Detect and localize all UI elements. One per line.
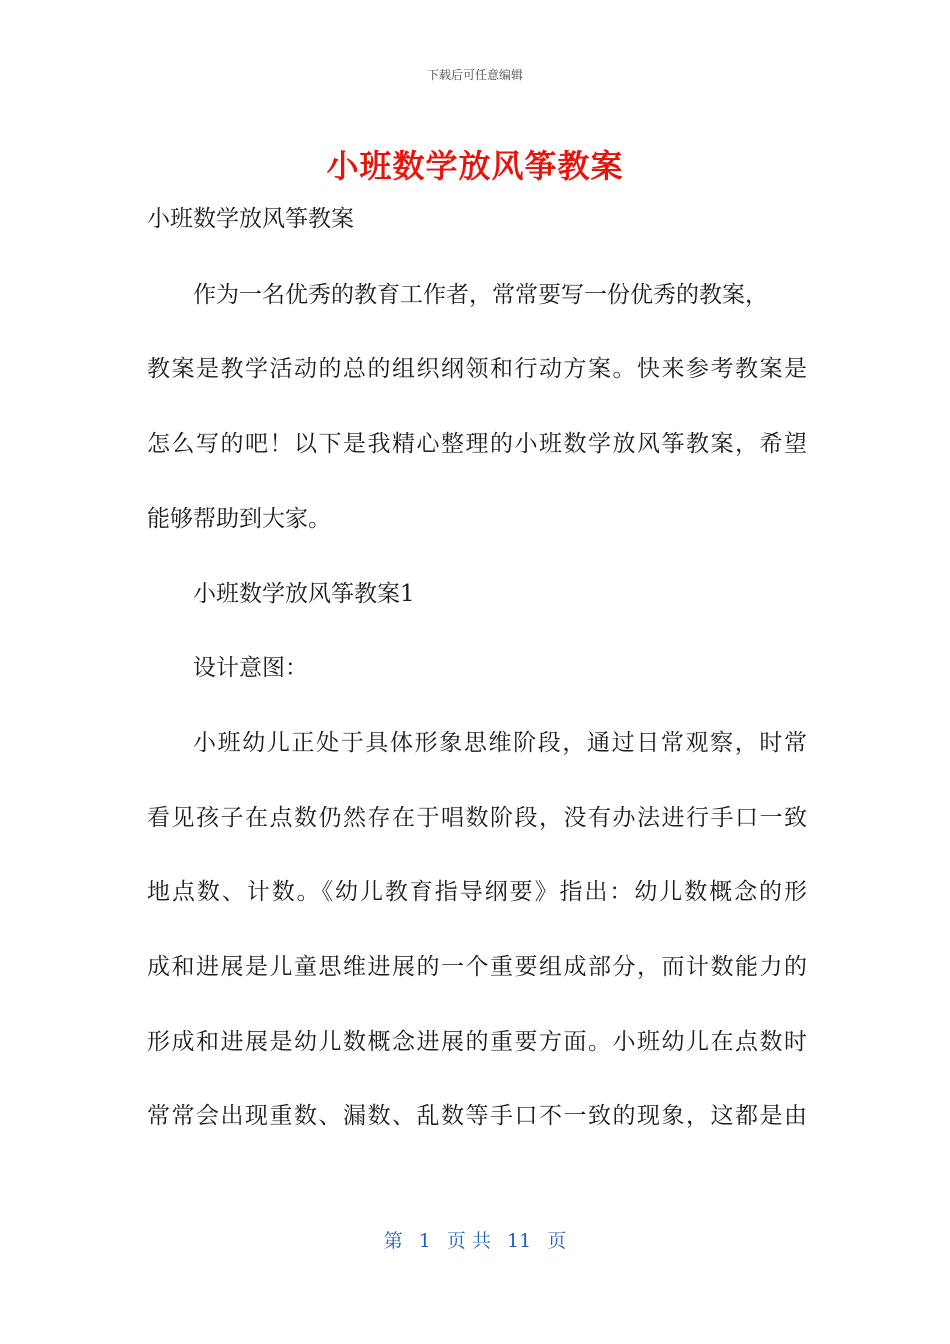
page-footer bbox=[0, 1226, 950, 1253]
paragraph-line: 作为一名优秀的教育工作者，常常要写一份优秀的教案， bbox=[193, 282, 768, 308]
paragraph-line: 看见孩子在点数仍然存在于唱数阶段，没有办法进行手口一致 bbox=[147, 805, 807, 831]
footer-page-number: 1 bbox=[418, 1230, 431, 1252]
paragraph-line: 地点数、计数。《幼儿教育指导纲要》指出：幼儿数概念的形 bbox=[147, 879, 807, 905]
document-title: 小班数学放风筝教案 bbox=[326, 147, 624, 185]
paragraph-line: 小班幼儿正处于具体形象思维阶段，通过日常观察，时常 bbox=[193, 730, 807, 756]
paragraph-line: 教案是教学活动的总的组织纲领和行动方案。快来参考教案是 bbox=[147, 356, 807, 382]
paragraph-line: 常常会出现重数、漏数、乱数等手口不一致的现象，这都是由 bbox=[147, 1103, 807, 1129]
footer-total-pages: 11 bbox=[507, 1230, 532, 1252]
section-heading: 小班数学放风筝教案1 bbox=[193, 581, 415, 607]
footer-prefix: 第 bbox=[383, 1230, 403, 1252]
paragraph-line: 成和进展是儿童思维进展的一个重要组成部分，而计数能力的 bbox=[147, 954, 807, 980]
section-subheading: 设计意图： bbox=[193, 655, 308, 681]
paragraph-line: 能够帮助到大家。 bbox=[147, 506, 331, 532]
footer-middle: 页 共 bbox=[446, 1230, 491, 1252]
paragraph-line: 怎么写的吧！以下是我精心整理的小班数学放风筝教案，希望 bbox=[147, 431, 807, 457]
footer-suffix: 页 bbox=[547, 1230, 567, 1252]
subtitle-line: 小班数学放风筝教案 bbox=[147, 206, 354, 232]
header-note: 下载后可任意编辑 bbox=[426, 68, 523, 82]
paragraph-line: 形成和进展是幼儿数概念进展的重要方面。小班幼儿在点数时 bbox=[147, 1029, 807, 1055]
